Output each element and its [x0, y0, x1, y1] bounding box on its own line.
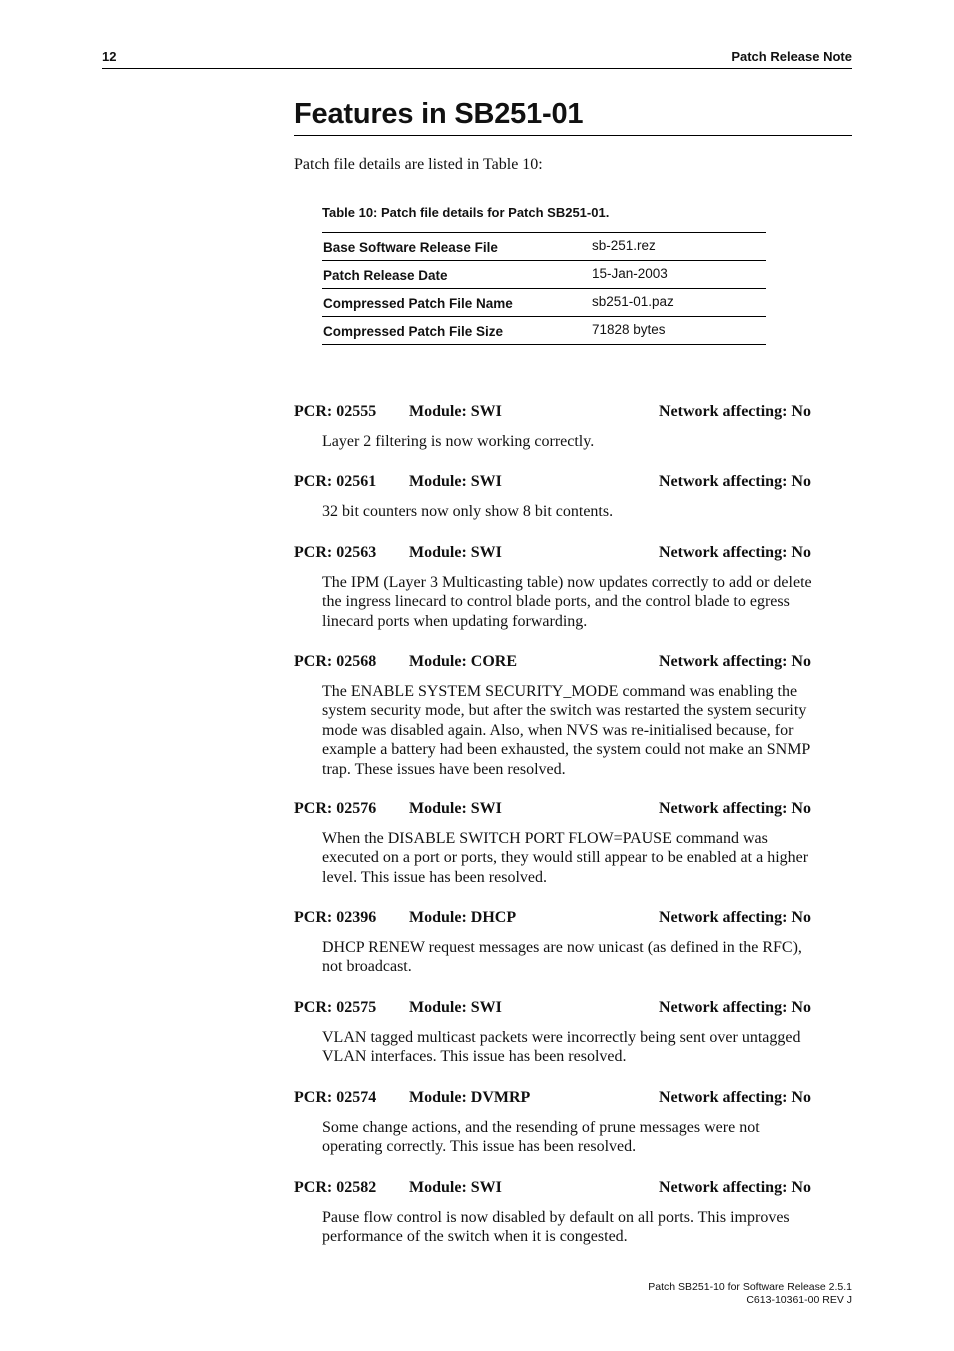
pcr-network-affecting: Network affecting: No: [659, 800, 811, 817]
footer-line: Patch SB251-10 for Software Release 2.5.1: [648, 1281, 852, 1293]
pcr-number: PCR: 02396: [294, 909, 377, 926]
description-line: executed on a port or ports, they would still appear to be enabled at a higher: [322, 849, 809, 867]
table-row: [322, 233, 766, 261]
description-line: example a battery had been exhausted, the system could not make an SNMP: [322, 741, 811, 759]
pcr-module: Module: SWI: [409, 800, 502, 817]
description-line: DHCP RENEW request messages are now unicast (as defined in the RFC),: [322, 939, 802, 956]
pcr-heading: [294, 544, 854, 564]
pcr-module: Module: SWI: [409, 473, 502, 490]
section-heading-text: Features in SB251-01: [294, 98, 584, 130]
pcr-heading: [294, 653, 854, 673]
table-row-label: Compressed Patch File Name: [323, 296, 513, 311]
pcr-module: Module: SWI: [409, 1179, 502, 1196]
intro-paragraph: Patch file details are listed in Table 10:: [294, 156, 543, 173]
pcr-heading: [294, 403, 854, 423]
pcr-network-affecting: Network affecting: No: [659, 403, 811, 420]
description-line: trap. These issues have been resolved.: [322, 760, 566, 778]
pcr-module: Module: DVMRP: [409, 1089, 531, 1106]
table-row-value: sb251-01.paz: [592, 294, 674, 309]
pcr-description: [322, 502, 854, 521]
description-line: performance of the switch when it is congested.: [322, 1228, 628, 1246]
table-row-value: 15-Jan-2003: [592, 266, 668, 281]
page-number: 12: [102, 49, 117, 64]
table-caption: Table 10: Patch file details for Patch SB251-01.: [322, 205, 610, 220]
page-header: [102, 48, 852, 69]
description-line: system security mode, but after the switch was restarted the system security: [322, 702, 807, 720]
pcr-heading: [294, 999, 854, 1019]
footer-line: C613-10361-00 REV J: [746, 1293, 852, 1306]
pcr-network-affecting: Network affecting: No: [659, 653, 811, 670]
pcr-description: [322, 1208, 854, 1247]
pcr-number: PCR: 02568: [294, 653, 377, 670]
description-line: the ingress linecard to control blade ports, and the control blade to egress: [322, 593, 790, 611]
description-line: When the DISABLE SWITCH PORT FLOW=PAUSE command was: [322, 830, 768, 847]
description-line: linecard ports when updating forwarding.: [322, 612, 588, 630]
header-title: Patch Release Note: [731, 49, 852, 64]
pcr-description: [322, 573, 854, 631]
pcr-network-affecting: Network affecting: No: [659, 909, 811, 926]
pcr-number: PCR: 02555: [294, 403, 377, 420]
pcr-network-affecting: Network affecting: No: [659, 473, 811, 490]
table-row: [322, 317, 766, 345]
description-line: 32 bit counters now only show 8 bit contents.: [322, 503, 614, 520]
description-line: Some change actions, and the resending of prune messages were not: [322, 1119, 760, 1136]
pcr-heading: [294, 1089, 854, 1109]
table-row: [322, 261, 766, 289]
pcr-network-affecting: Network affecting: No: [659, 999, 811, 1016]
description-line: The IPM (Layer 3 Multicasting table) now updates correctly to add or delete: [322, 574, 812, 591]
pcr-network-affecting: Network affecting: No: [659, 1179, 811, 1196]
description-line: not broadcast.: [322, 958, 412, 976]
pcr-heading: [294, 473, 854, 493]
pcr-description: [322, 829, 854, 887]
pcr-description: [322, 938, 854, 977]
pcr-heading: [294, 800, 854, 820]
section-heading: [294, 96, 852, 136]
pcr-description: [322, 1028, 854, 1067]
pcr-description: [322, 432, 854, 451]
pcr-module: Module: DHCP: [409, 909, 517, 926]
description-line: operating correctly. This issue has been resolved.: [322, 1138, 637, 1156]
table-row: [322, 289, 766, 317]
description-line: Pause flow control is now disabled by default on all ports. This improves: [322, 1209, 790, 1226]
table-row-label: Compressed Patch File Size: [323, 324, 504, 339]
description-line: VLAN tagged multicast packets were incorrectly being sent over untagged: [322, 1029, 801, 1046]
table-row-label: Base Software Release File: [323, 240, 498, 255]
table-row-label: Patch Release Date: [323, 268, 448, 283]
pcr-heading: [294, 909, 854, 929]
description-line: mode was disabled again. Also, when NVS was re-initialised because, for: [322, 721, 794, 739]
pcr-module: Module: SWI: [409, 403, 502, 420]
description-line: The ENABLE SYSTEM SECURITY_MODE command was enabling the: [322, 683, 798, 700]
pcr-heading: [294, 1179, 854, 1199]
table-row-value: 71828 bytes: [592, 322, 666, 337]
pcr-description: [322, 1118, 854, 1157]
description-line: level. This issue has been resolved.: [322, 868, 547, 886]
pcr-network-affecting: Network affecting: No: [659, 1089, 811, 1106]
description-line: VLAN interfaces. This issue has been resolved.: [322, 1048, 627, 1066]
patch-details-table: [322, 232, 766, 345]
page-footer: [648, 1281, 852, 1306]
table-row-value: sb-251.rez: [592, 238, 656, 253]
pcr-module: Module: SWI: [409, 544, 502, 561]
pcr-number: PCR: 02561: [294, 473, 377, 490]
pcr-number: PCR: 02574: [294, 1089, 377, 1106]
pcr-module: Module: CORE: [409, 653, 517, 670]
pcr-number: PCR: 02576: [294, 800, 377, 817]
pcr-number: PCR: 02582: [294, 1179, 377, 1196]
pcr-number: PCR: 02563: [294, 544, 377, 561]
pcr-description: [322, 682, 854, 779]
description-line: Layer 2 filtering is now working correctly.: [322, 433, 595, 450]
pcr-network-affecting: Network affecting: No: [659, 544, 811, 561]
pcr-number: PCR: 02575: [294, 999, 377, 1016]
pcr-module: Module: SWI: [409, 999, 502, 1016]
